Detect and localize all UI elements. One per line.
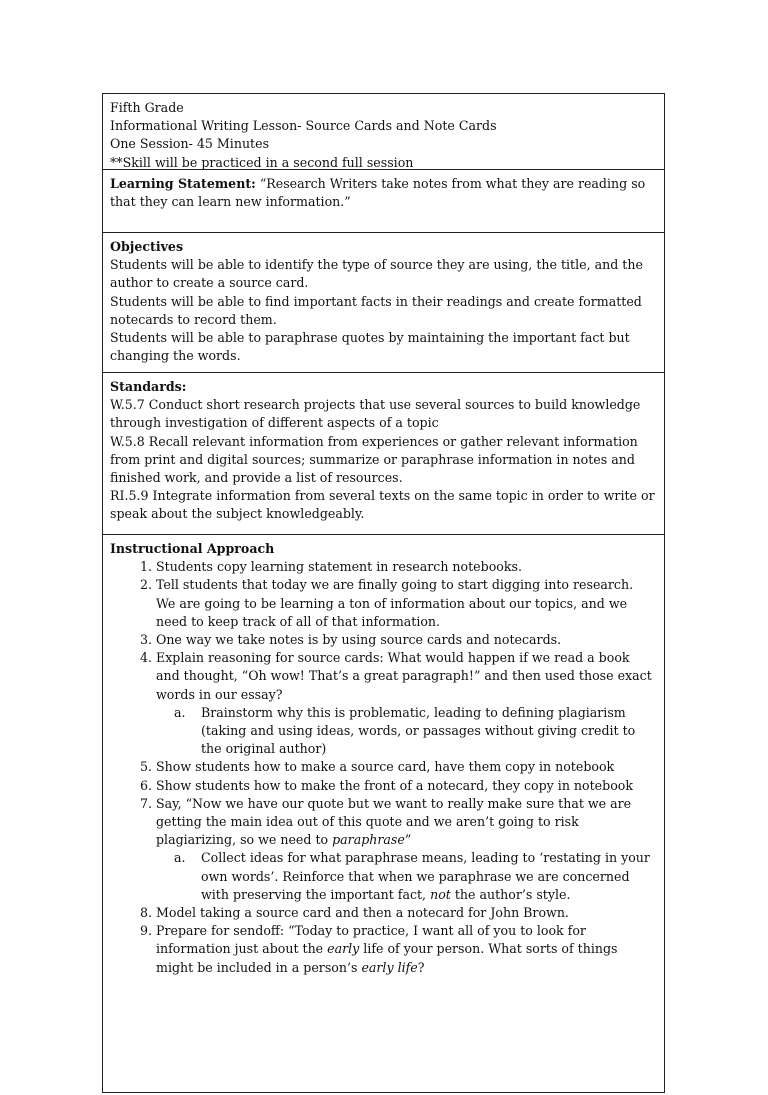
learning-statement-label: Learning Statement: bbox=[110, 176, 256, 191]
step-number: 1. bbox=[139, 559, 152, 575]
standard-item: W.5.7 Conduct short research projects that use several sources to build knowledge through investigation of different aspects of a topic bbox=[110, 397, 641, 431]
step-text: Show students how to make a source card, have them copy in notebook bbox=[156, 759, 615, 775]
approach-substep bbox=[110, 704, 655, 759]
step-emphasis: paraphrase bbox=[332, 832, 405, 848]
objective-item: Students will be able to find important facts in their readings and create formatted notecards to record them. bbox=[110, 293, 642, 327]
substep-text: the author’s style. bbox=[450, 886, 571, 902]
session-line: One Session- 45 Minutes bbox=[110, 136, 270, 152]
objective-item: Students will be able to identify the type of source they are using, the title, and the author to create a source card. bbox=[110, 257, 643, 291]
step-number: 6. bbox=[139, 777, 152, 793]
lesson-header-cell bbox=[103, 94, 664, 170]
step-emphasis: early bbox=[327, 941, 360, 957]
step-number: 7. bbox=[139, 795, 152, 811]
learning-statement bbox=[110, 175, 655, 211]
step-number: 5. bbox=[139, 759, 152, 775]
approach-step bbox=[110, 758, 655, 776]
approach-step bbox=[110, 631, 655, 649]
substep-emphasis: not bbox=[430, 886, 451, 902]
standard-item: W.5.8 Recall relevant information from experiences or gather relevant information from print and digital sources; summarize or paraphrase information in notes and finished work, and provide a list of resources. bbox=[110, 433, 638, 486]
approach-heading: Instructional Approach bbox=[110, 541, 275, 556]
step-text: ” bbox=[404, 832, 412, 848]
objective-item: Students will be able to paraphrase quotes by maintaining the important fact but changing the words. bbox=[110, 330, 630, 364]
session-note-line: **Skill will be practiced in a second full session bbox=[110, 154, 414, 170]
step-text: ? bbox=[417, 959, 425, 975]
step-text: Explain reasoning for source cards: What would happen if we read a book and thought, “Oh wow! That’s a great paragraph!” and then used those exact words in our essay? bbox=[156, 650, 652, 702]
standard-item: RI.5.9 Integrate information from several texts on the same topic in order to write or speak about the subject knowledgeably. bbox=[110, 488, 655, 522]
substep-text: Collect ideas for what paraphrase means, leading to ‘restating in your own words’. Reinforce that when we paraphrase we are concerned with preserving the important fact, bbox=[201, 850, 650, 902]
lesson-title-line: Informational Writing Lesson- Source Cards and Note Cards bbox=[110, 118, 497, 134]
learning-statement-text: “Research Writers take notes from what they are reading so that they can learn new information.” bbox=[110, 176, 646, 210]
standards-heading: Standards: bbox=[110, 379, 187, 394]
instructional-approach-cell bbox=[103, 535, 664, 1095]
standards-cell bbox=[103, 373, 664, 535]
approach-step bbox=[110, 649, 655, 704]
approach-step bbox=[110, 576, 655, 631]
approach-step bbox=[110, 795, 655, 850]
step-number: 9. bbox=[139, 923, 152, 939]
step-number: 4. bbox=[139, 650, 152, 666]
grade-line: Fifth Grade bbox=[110, 100, 184, 115]
step-emphasis: early life bbox=[361, 959, 418, 975]
step-number: 8. bbox=[139, 905, 152, 921]
substep-text: Brainstorm why this is problematic, leading to defining plagiarism (taking and using ideas, words, or passages without giving credit to the original author) bbox=[201, 704, 636, 757]
step-text: Students copy learning statement in research notebooks. bbox=[156, 559, 522, 575]
step-text: life of your person. What sorts of things might be included in a person’s bbox=[156, 941, 618, 975]
step-text: Say, “Now we have our quote but we want to really make sure that we are getting the main idea out of this quote and we aren’t going to risk plagiarizing, so we need to bbox=[156, 795, 632, 848]
learning-statement-cell bbox=[103, 170, 664, 233]
substep-letter: a. bbox=[174, 704, 186, 720]
approach-step bbox=[110, 904, 655, 922]
step-number: 3. bbox=[139, 632, 152, 648]
step-text: Tell students that today we are finally going to start digging into research. We are going to be learning a ton of information about our topics, and we need to keep track of all of that information. bbox=[156, 577, 634, 629]
approach-step bbox=[110, 922, 655, 977]
approach-substep bbox=[110, 849, 655, 904]
substep-letter: a. bbox=[174, 850, 186, 866]
step-text: Model taking a source card and then a notecard for John Brown. bbox=[156, 905, 569, 921]
objectives-heading: Objectives bbox=[110, 239, 184, 254]
lesson-plan-table bbox=[102, 93, 665, 1093]
step-text: Prepare for sendoff: “Today to practice, I want all of you to look for information just about the bbox=[156, 923, 586, 957]
approach-steps bbox=[110, 558, 655, 977]
step-text: Show students how to make the front of a notecard, they copy in notebook bbox=[156, 777, 633, 793]
step-number: 2. bbox=[139, 577, 152, 593]
step-text: One way we take notes is by using source cards and notecards. bbox=[156, 632, 562, 648]
approach-step bbox=[110, 777, 655, 795]
approach-step bbox=[110, 558, 655, 576]
objectives-cell bbox=[103, 233, 664, 373]
